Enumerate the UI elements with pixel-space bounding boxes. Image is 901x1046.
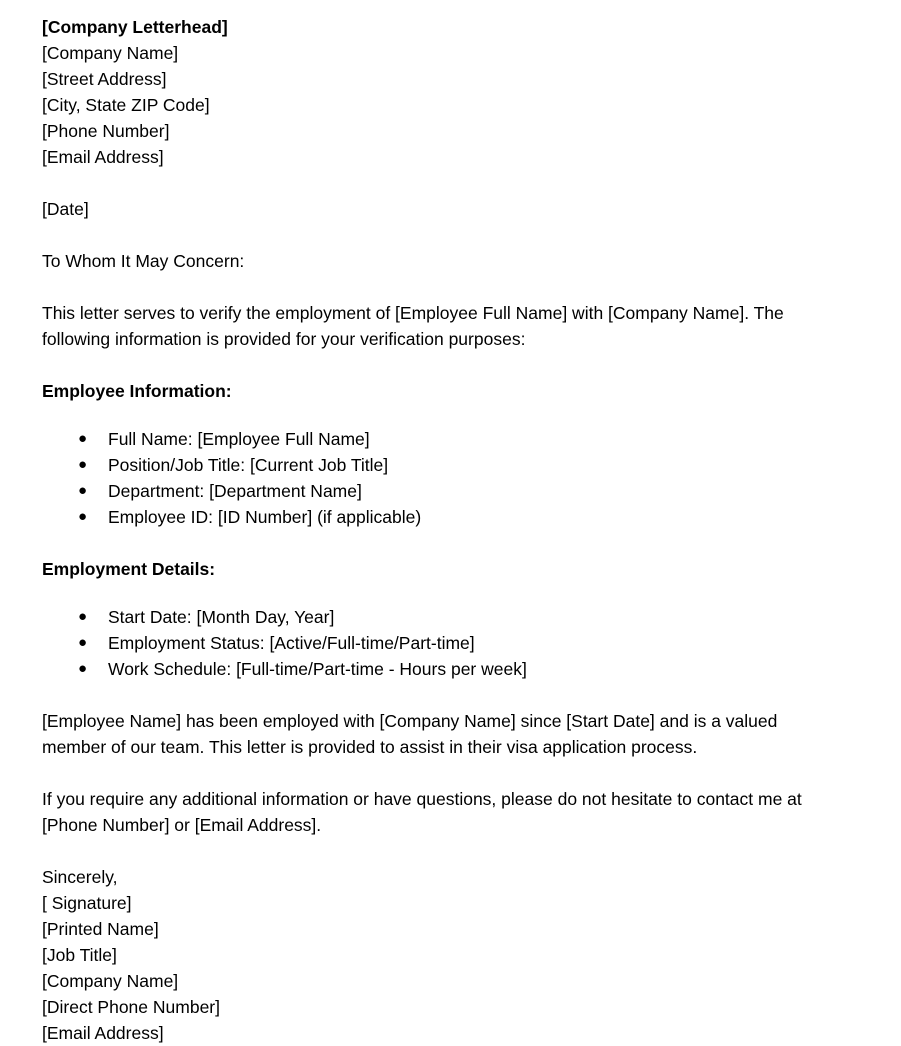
- bullet-icon: ●: [78, 430, 88, 447]
- list-item: [42, 478, 837, 504]
- closing-salutation: Sincerely,: [42, 867, 118, 887]
- employee-information-heading: Employee Information:: [42, 381, 232, 401]
- list-item-label: Employment Status: [Active/Full-time/Part-time]: [108, 633, 475, 653]
- list-item: [42, 452, 837, 478]
- bullet-icon: ●: [78, 456, 88, 473]
- closing-direct-phone-number: [Direct Phone Number]: [42, 997, 220, 1017]
- spacer-after-date: [42, 222, 837, 248]
- letterhead-phone-number: [Phone Number]: [42, 121, 170, 141]
- letterhead-title: [Company Letterhead]: [42, 17, 228, 37]
- spacer-after-salutation: [42, 274, 837, 300]
- bullet-icon: ●: [78, 634, 88, 651]
- salutation: To Whom It May Concern:: [42, 251, 245, 271]
- list-item: [42, 630, 837, 656]
- list-item-label: Full Name: [Employee Full Name]: [108, 429, 370, 449]
- list-item-label: Employee ID: [ID Number] (if applicable): [108, 507, 422, 527]
- spacer-after-intro: [42, 352, 837, 378]
- bullet-icon: ●: [78, 608, 88, 625]
- list-item-label: Position/Job Title: [Current Job Title]: [108, 455, 389, 475]
- closing-job-title: [Job Title]: [42, 945, 117, 965]
- employment-details-heading: Employment Details:: [42, 559, 216, 579]
- closing-email-address: [Email Address]: [42, 1023, 164, 1043]
- letterhead-block: [42, 14, 837, 170]
- date-line: [Date]: [42, 199, 89, 219]
- bullet-icon: ●: [78, 660, 88, 677]
- closing-printed-name: [Printed Name]: [42, 919, 159, 939]
- spacer-after-body-paragraph: [42, 760, 837, 786]
- contact-paragraph: If you require any additional information or have questions, please do not hesitate to contact me at [Phone Number] or [Email Address].: [42, 789, 802, 835]
- employee-information-list: [42, 426, 837, 530]
- spacer-before-employee-list: [42, 404, 837, 426]
- letterhead-email-address: [Email Address]: [42, 147, 164, 167]
- bullet-icon: ●: [78, 508, 88, 525]
- bullet-icon: ●: [78, 482, 88, 499]
- list-item: [42, 426, 837, 452]
- letterhead-street-address: [Street Address]: [42, 69, 167, 89]
- list-item: [42, 656, 837, 682]
- letterhead-company-name: [Company Name]: [42, 43, 179, 63]
- list-item-label: Work Schedule: [Full-time/Part-time - Hours per week]: [108, 659, 527, 679]
- spacer-before-details-list: [42, 582, 837, 604]
- spacer-after-details-list: [42, 682, 837, 708]
- closing-company-name: [Company Name]: [42, 971, 179, 991]
- employment-details-list: [42, 604, 837, 682]
- intro-paragraph: This letter serves to verify the employment of [Employee Full Name] with [Company Name]. The following information is provided for your verification purposes:: [42, 303, 784, 349]
- closing-block: [42, 864, 837, 1046]
- list-item-label: Department: [Department Name]: [108, 481, 362, 501]
- list-item-label: Start Date: [Month Day, Year]: [108, 607, 335, 627]
- spacer-after-contact-paragraph: [42, 838, 837, 864]
- spacer-after-letterhead: [42, 170, 837, 196]
- list-item: [42, 504, 837, 530]
- letterhead-city-state-zip: [City, State ZIP Code]: [42, 95, 210, 115]
- letter-body: [42, 14, 837, 1046]
- list-item: [42, 604, 837, 630]
- closing-signature: [ Signature]: [42, 893, 132, 913]
- body-paragraph: [Employee Name] has been employed with [Company Name] since [Start Date] and is a valued member of our team. This letter is provided to assist in their visa application process.: [42, 711, 778, 757]
- spacer-after-employee-list: [42, 530, 837, 556]
